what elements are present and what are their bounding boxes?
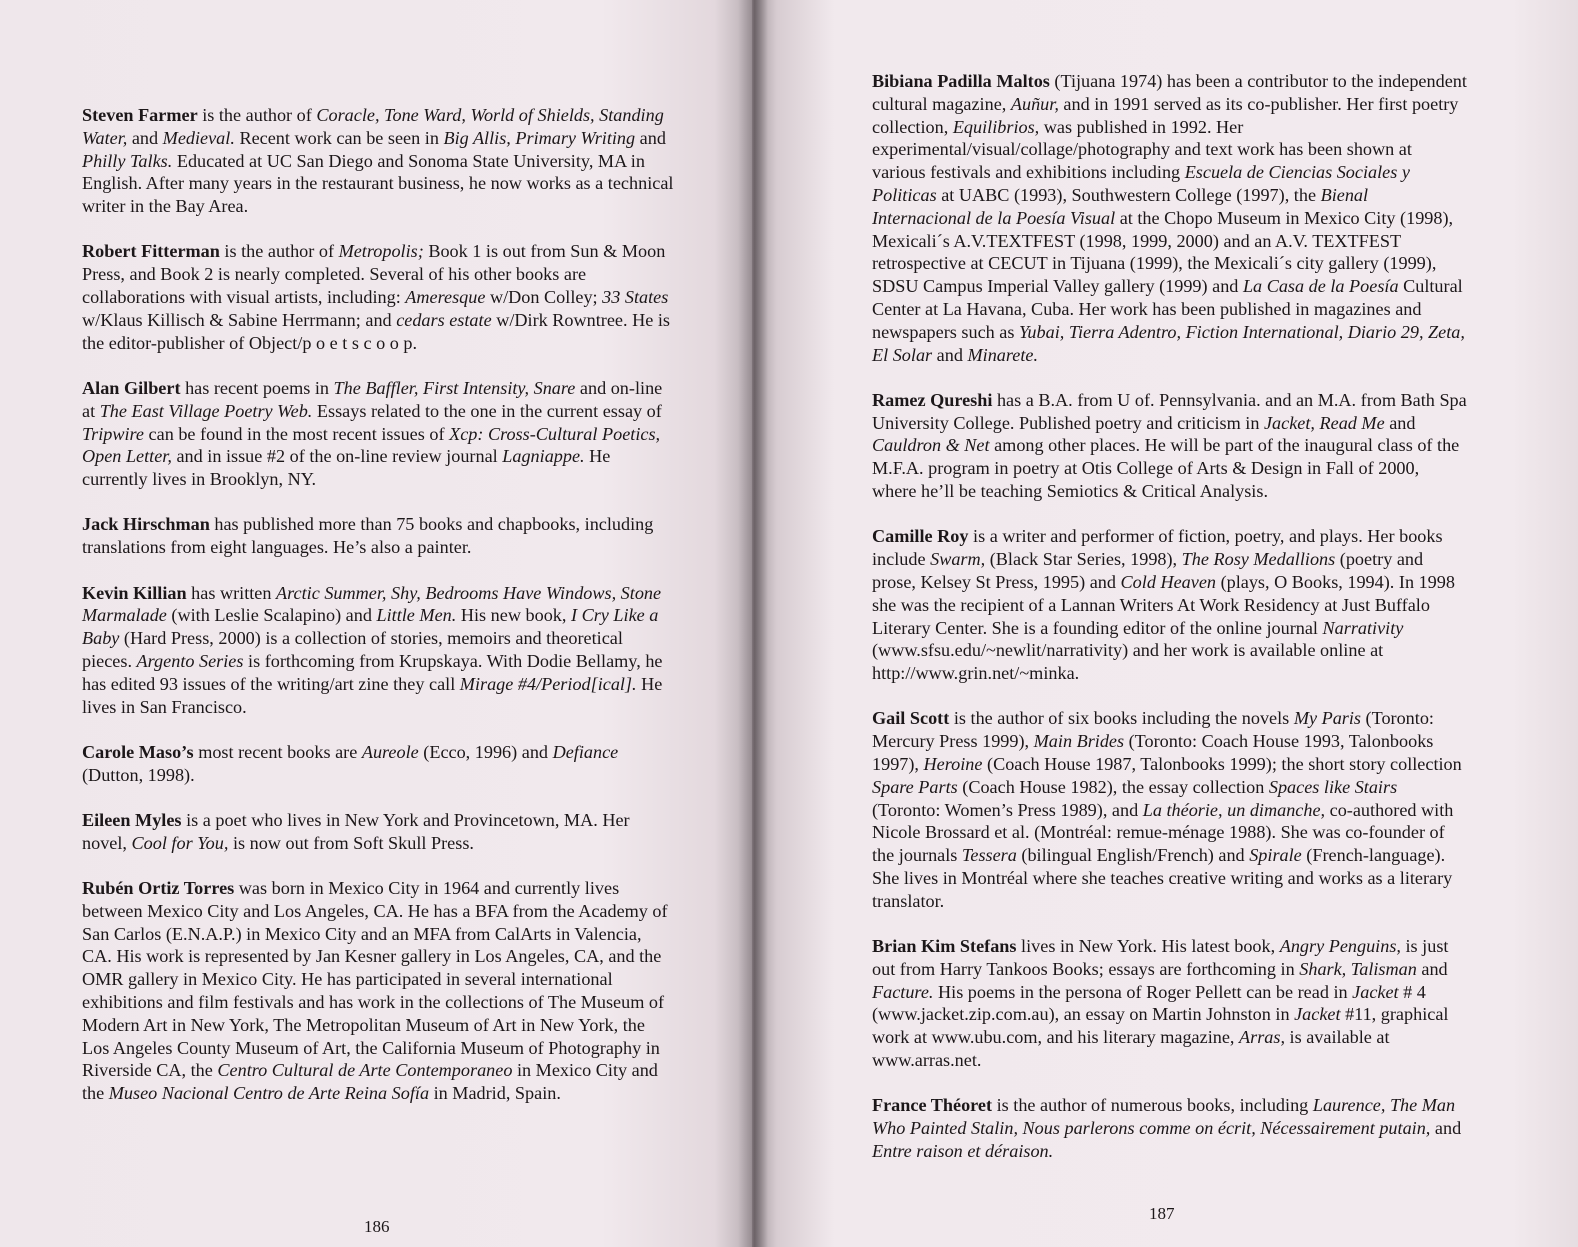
bio-text: and [127, 127, 163, 148]
contributor-bio [872, 70, 1468, 366]
italic-title: Aureole [361, 741, 419, 762]
italic-title: Spirale [1249, 845, 1302, 866]
left-page-number: 186 [364, 1217, 390, 1236]
italic-title: Angry Penguins, [1279, 936, 1401, 957]
bio-text: (Toronto: Women’s Press 1989), and [872, 799, 1143, 820]
bio-text: is the author of [197, 105, 317, 125]
italic-title: Philly Talks. [82, 150, 173, 171]
bio-text: most recent books are [193, 741, 362, 762]
italic-title: Metropolis; [338, 241, 424, 262]
contributor-bio [872, 1094, 1468, 1162]
italic-title: Arras, [1239, 1027, 1285, 1048]
bio-text: #11, graphical work at www.ubu.com, and his literary magazine, [872, 1004, 1449, 1048]
bio-text: Book 1 is out from Sun & Moon Press, and Book 2 is nearly completed. Several of his other books are collaborations with visual artists, including: [82, 241, 666, 308]
contributor-bio [82, 513, 674, 559]
bio-text: co-authored with Nicole Brossard et al. (Montréal: remue-ménage 1988). She was co-founder of the journals [872, 799, 1454, 866]
italic-title: Medieval. [162, 127, 235, 148]
bio-text: Cultural Center at La Havana, Cuba. Her work has been published in magazines and newspapers such as [872, 276, 1463, 342]
italic-title: Cauldron & Net [872, 435, 990, 456]
bio-text: is the author of [219, 241, 339, 262]
bio-text: His poems in the persona of Roger Pellett can be read in [933, 981, 1353, 1002]
italic-title: Spaces like Stairs [1268, 776, 1398, 797]
bio-text: can be found in the most recent issues of [144, 423, 450, 444]
italic-title: Lagniappe. [502, 446, 585, 467]
italic-title: Xcp: Cross-Cultural Poetics, Open Letter, [82, 423, 661, 467]
bio-text: has published more than 75 books and chapbooks, including translations from eight languages. He’s also a painter. [82, 514, 654, 558]
bio-text: (Coach House 1982), the essay collection [957, 776, 1269, 797]
italic-title: Argento Series [136, 650, 244, 671]
right-page-column [872, 70, 1468, 1185]
bio-text: (Tijuana 1974) has been a contributor to the independent cultural magazine, [872, 71, 1467, 114]
bio-text: is now out from Soft Skull Press. [228, 832, 474, 853]
contributor-bio [872, 935, 1468, 1072]
bio-text: (Black Star Series, 1998), [985, 549, 1182, 570]
italic-title: 33 States [602, 287, 669, 308]
italic-title: Yubai, Tierra Adentro, Fiction International, Diario 29, Zeta, El Solar [872, 321, 1465, 365]
bio-text: and [932, 344, 968, 365]
bio-text: is available at www.arras.net. [872, 1027, 1390, 1071]
italic-title: Laurence, The Man Who Painted Stalin, Nous parlerons comme on écrit, Nécessairement putain, [872, 1095, 1456, 1139]
bio-text: has a B.A. from U of. Pennsylvania. and an M.A. from Bath Spa University College. Published poetry and criticism in [872, 389, 1467, 433]
italic-title: La théorie, un dimanche, [1142, 799, 1326, 820]
contributor-name: Rubén Ortiz Torres [82, 878, 235, 899]
italic-title: Equilibrios, [952, 116, 1040, 137]
contributor-name: Jack Hirschman [82, 514, 210, 535]
bio-text: is a writer and performer of fiction, poetry, and plays. Her books include [872, 526, 1443, 570]
bio-text: (bilingual English/French) and [1016, 845, 1250, 866]
bio-text: (poetry and prose, Kelsey St Press, 1995) and [872, 549, 1424, 592]
contributor-bio [82, 877, 674, 1105]
contributor-name: Eileen Myles [82, 809, 182, 830]
italic-title: My Paris [1293, 708, 1361, 729]
contributor-bio [82, 582, 674, 719]
italic-title: Ameresque [405, 287, 486, 308]
italic-title: La Casa de la Poesía [1242, 276, 1399, 297]
contributor-name: Camille Roy [872, 526, 969, 547]
italic-title: The Rosy Medallions [1181, 549, 1336, 570]
italic-title: Swarm, [930, 549, 986, 570]
italic-title: The Baffler, First Intensity, Snare [333, 377, 576, 398]
italic-title: Jacket [1352, 981, 1399, 1002]
contributor-name: Steven Farmer [82, 105, 198, 125]
bio-text: (Ecco, 1996) and [418, 741, 553, 762]
bio-text: and on-line at [82, 377, 663, 421]
italic-title: Heroine [923, 754, 983, 775]
bio-text: and in 1991 served as its co-publisher. Her first poetry collection, [872, 93, 1459, 137]
bio-text: # 4 (www.jacket.zip.com.au), an essay on Martin Johnston in [872, 981, 1426, 1025]
italic-title: Bienal Internacional de la Poesía Visual [872, 184, 1369, 228]
right-page-number: 187 [1149, 1204, 1175, 1223]
left-page-column [82, 104, 674, 1127]
italic-title: Tessera [961, 845, 1017, 866]
contributor-bio [82, 809, 674, 855]
bio-text: and [1416, 958, 1448, 979]
bio-text: lives in New York. His latest book, [1016, 936, 1280, 957]
italic-title: Narrativity [1322, 617, 1404, 638]
italic-title: Facture. [872, 981, 934, 1002]
italic-title: Main Brides [1033, 731, 1125, 752]
italic-title: Mirage #4/Period[ical]. [459, 673, 637, 694]
bio-text: (Toronto: Coach House 1993, Talonbooks 1997), [872, 731, 1434, 775]
italic-title: Arctic Summer, Shy, Bedrooms Have Windows, Stone Marmalade [82, 582, 662, 626]
bio-text: (www.sfsu.edu/~newlit/narrativity) and her work is available online at http://www.grin.net/~minka. [872, 640, 1384, 684]
contributor-bio [82, 377, 674, 491]
contributor-name: Bibiana Padilla Maltos [872, 71, 1050, 91]
italic-title: Auñur, [1010, 93, 1059, 114]
contributor-bio [872, 707, 1468, 912]
italic-title: Museo Nacional Centro de Arte Reina Sofía [108, 1083, 430, 1104]
bio-text: and [1430, 1118, 1462, 1139]
italic-title: The East Village Poetry Web. [99, 400, 313, 421]
bio-text: (Toronto: Mercury Press 1999), [872, 708, 1434, 752]
bio-text: was born in Mexico City in 1964 and currently lives between Mexico City and Los Angeles, CA. He has a BFA from the Academy of San Carlos (E.N.A.P.) in Mexico City and an MFA from CalArts in Valencia, CA. His work is represented by Jan Kesner gallery in Los Angeles, CA, and the OMR gallery in Mexico City. He has participated in several international exhibitions and film festivals and has work in the collections of The Museum of Modern Art in New York, The Metropolitan Museum of Art in New York, the Los Angeles County Museum of Art, the California Museum of Photography in Riverside CA, the [82, 878, 668, 1081]
contributor-bio [872, 389, 1468, 503]
contributor-name: Kevin Killian [82, 582, 187, 603]
right-page [752, 0, 1578, 1247]
bio-text: in Madrid, Spain. [429, 1083, 561, 1104]
contributor-bio [82, 240, 674, 354]
bio-text: at UABC (1993), Southwestern College (1997), the [936, 184, 1321, 205]
bio-text: (with Leslie Scalapino) and [166, 605, 377, 626]
bio-text: is the author of six books including the novels [949, 708, 1294, 729]
bio-text: w/Dirk Rowntree. He is the editor-publisher of Object/p o e t s c o o p. [82, 309, 670, 353]
italic-title: Centro Cultural de Arte Contemporaneo [217, 1060, 513, 1081]
contributor-name: Alan Gilbert [82, 377, 181, 398]
bio-text: and [1384, 412, 1416, 433]
bio-text: has recent poems in [180, 377, 334, 398]
bio-text: at the Chopo Museum in Mexico City (1998), Mexicali´s A.V.TEXTFEST (1998, 1999, 2000) and an A.V. TEXTFEST retrospective at CECUT in Tijuana (1999), the Mexicali´s city gallery (1999), SDSU Campus Imperial Valley gallery (1999) and [872, 207, 1454, 297]
italic-title: Escuela de Ciencias Sociales y Politicas [872, 162, 1410, 205]
italic-title: cedars estate [396, 309, 492, 330]
italic-title: Coracle, Tone Ward, World of Shields, Standing Water, [82, 105, 664, 148]
contributor-name: Brian Kim Stefans [872, 936, 1017, 957]
bio-text: He currently lives in Brooklyn, NY. [82, 446, 611, 490]
contributor-name: Gail Scott [872, 708, 950, 729]
contributor-name: Carole Maso’s [82, 741, 194, 762]
contributor-bio [82, 741, 674, 787]
bio-text: (French-language). She lives in Montréal where she teaches creative writing and works as a literary translator. [872, 845, 1453, 911]
bio-text: is the author of numerous books, including [992, 1095, 1313, 1116]
bio-text: (plays, O Books, 1994). In 1998 she was the recipient of a Lannan Writers At Work Residency at Just Buffalo Literary Center. She is a founding editor of the online journal [872, 571, 1455, 638]
bio-text: is a poet who lives in New York and Provincetown, MA. Her novel, [82, 809, 630, 853]
italic-title: Shark, Talisman [1299, 958, 1417, 979]
italic-title: Cold Heaven [1120, 571, 1217, 592]
bio-text: and in issue #2 of the on-line review journal [171, 446, 503, 467]
italic-title: Jacket, Read Me [1263, 412, 1385, 433]
bio-text: His new book, [456, 605, 571, 626]
italic-title: Big Allis, Primary Writing [443, 127, 636, 148]
italic-title: Minarete. [967, 344, 1039, 365]
bio-text: (Dutton, 1998). [82, 764, 195, 785]
italic-title: Defiance [552, 741, 619, 762]
contributor-bio [872, 525, 1468, 685]
italic-title: Spare Parts [872, 776, 958, 797]
bio-text: and [635, 127, 666, 148]
bio-text: w/Don Colley; [485, 287, 603, 308]
left-page [0, 0, 752, 1247]
bio-text: among other places. He will be part of the inaugural class of the M.F.A. program in poetry at Otis College of Arts & Design in Fall of 2000, where he’ll be teaching Semiotics & Critical Analysis. [872, 435, 1460, 502]
italic-title: Entre raison et déraison. [872, 1140, 1054, 1161]
bio-text: Essays related to the one in the current essay of [312, 400, 662, 421]
bio-text: in Mexico City and the [82, 1060, 658, 1104]
bio-text: has written [186, 582, 277, 603]
bio-text: (Coach House 1987, Talonbooks 1999); the short story collection [982, 754, 1462, 775]
italic-title: Cool for You, [131, 832, 229, 853]
contributor-name: France Théoret [872, 1095, 993, 1116]
italic-title: Tripwire [82, 423, 144, 444]
contributor-name: Ramez Qureshi [872, 389, 993, 410]
bio-text: is just out from Harry Tankoos Books; essays are forthcoming in [872, 936, 1449, 979]
italic-title: Little Men. [376, 605, 457, 626]
bio-text: (Hard Press, 2000) is a collection of stories, memoirs and theoretical pieces. [82, 628, 623, 671]
contributor-bio [82, 104, 674, 218]
book-gutter-shadow [738, 0, 768, 1247]
bio-text: w/Klaus Killisch & Sabine Herrmann; and [82, 309, 397, 330]
italic-title: I Cry Like a Baby [82, 605, 659, 649]
bio-text: was published in 1992. Her experimental/visual/collage/photography and text work has been shown at various festivals and exhibitions including [872, 116, 1412, 183]
italic-title: Jacket [1294, 1004, 1341, 1025]
bio-text: He lives in San Francisco. [82, 673, 663, 717]
bio-text: Recent work can be seen in [234, 127, 444, 148]
contributor-name: Robert Fitterman [82, 241, 220, 262]
bio-text: is forthcoming from Krupskaya. With Dodie Bellamy, he has edited 93 issues of the writing/art zine they call [82, 650, 663, 694]
bio-text: Educated at UC San Diego and Sonoma State University, MA in English. After many years in the restaurant business, he now works as a technical writer in the Bay Area. [82, 150, 674, 217]
